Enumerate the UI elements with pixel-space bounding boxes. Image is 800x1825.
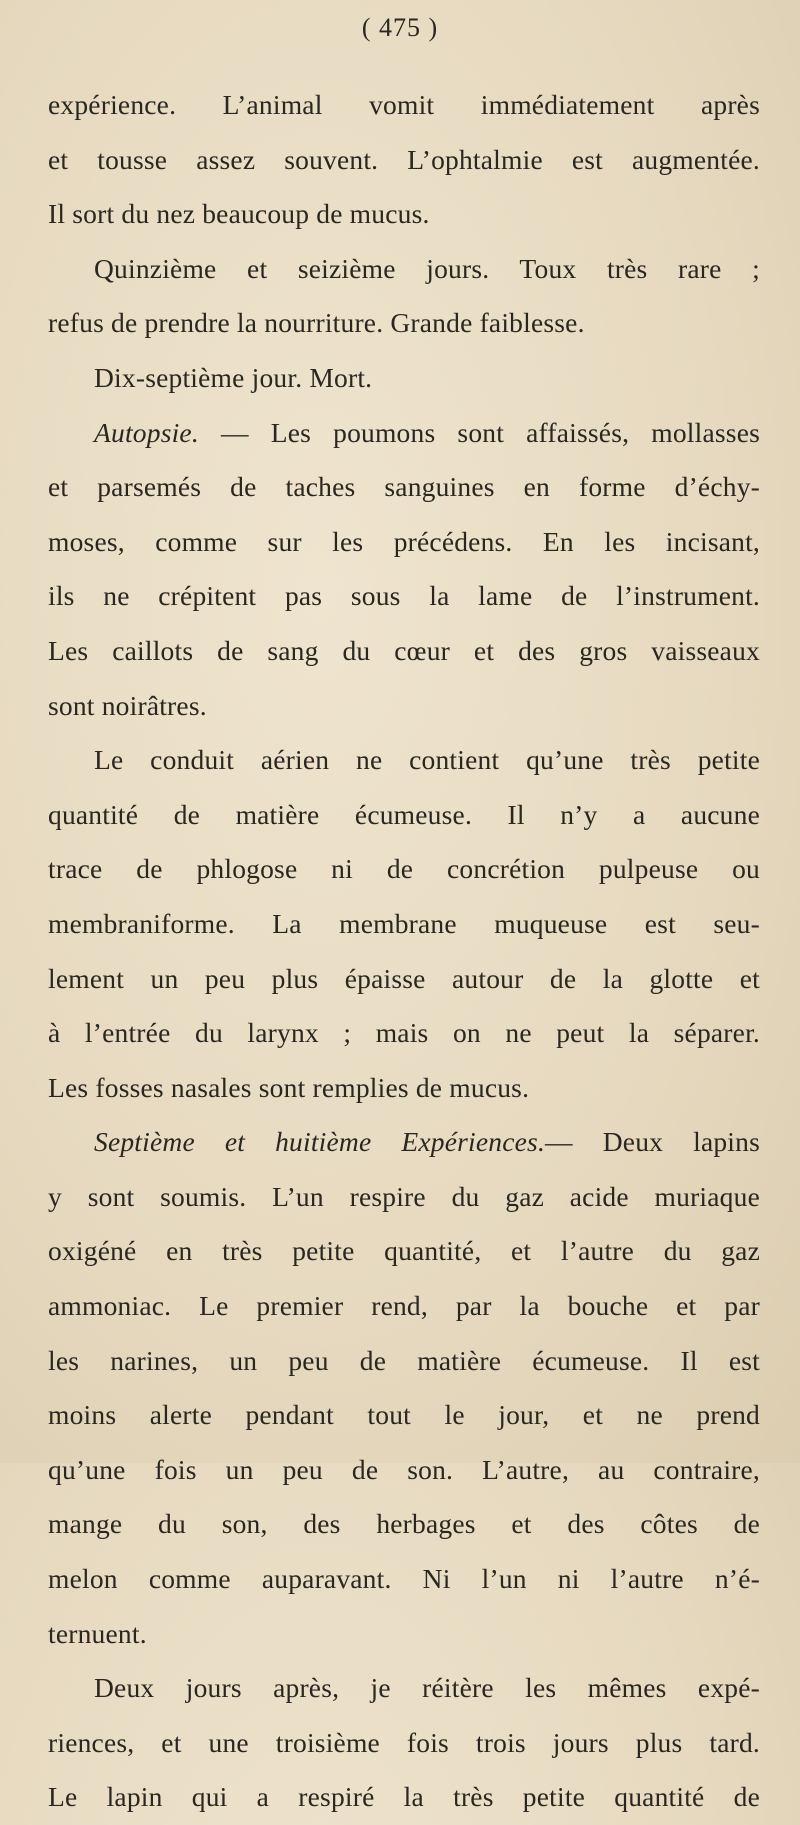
text-line: Quinzième et seizième jours. Toux très rare ; — [94, 252, 760, 284]
text-line: riences, et une troisième fois trois jours plus tard. — [48, 1726, 760, 1758]
text-line: les narines, un peu de matière écumeuse. Il est — [48, 1344, 760, 1376]
text-line: ammoniac. Le premier rend, par la bouche et par — [48, 1290, 760, 1322]
text-line: lement un peu plus épaisse autour de la glotte et — [48, 962, 760, 994]
section-heading-experiences: Septième et huitième Expériences. — [94, 1126, 546, 1158]
text-line: Il sort du nez beaucoup de mucus. — [48, 198, 430, 230]
text-run: — Deux lapins — [545, 1126, 760, 1158]
body-text — [48, 78, 760, 1825]
text-line: moses, comme sur les précédens. En les incisant, — [48, 525, 760, 557]
text-line: membraniforme. La membrane muqueuse est seu- — [48, 907, 760, 939]
text-line: sont noirâtres. — [48, 689, 207, 721]
text-line: trace de phlogose ni de concrétion pulpeuse ou — [48, 853, 760, 885]
text-line: expérience. L’animal vomit immédiatement après — [48, 89, 760, 120]
text-line: moins alerte pendant tout le jour, et ne prend — [48, 1399, 760, 1431]
section-heading-autopsie: Autopsie. — [94, 416, 199, 448]
page-number: ( 475 ) — [361, 13, 439, 42]
text-line: y sont soumis. L’un respire du gaz acide muriaque — [48, 1180, 760, 1212]
text-line: Les caillots de sang du cœur et des gros vaisseaux — [48, 634, 760, 666]
text-line: oxigéné en très petite quantité, et l’autre du gaz — [48, 1235, 760, 1267]
text-line: ternuent. — [48, 1617, 147, 1649]
text-line: mange du son, des herbages et des côtes de — [48, 1508, 760, 1540]
text-run: — Les poumons sont affaissés, mollasses — [198, 416, 760, 448]
text-line: qu’une fois un peu de son. L’autre, au contraire, — [48, 1453, 760, 1485]
text-line — [48, 1115, 760, 1170]
text-line — [48, 406, 760, 461]
text-line: Les fosses nasales sont remplies de mucus. — [48, 1071, 530, 1103]
text-line: ils ne crépitent pas sous la lame de l’instrument. — [48, 580, 760, 612]
text-line: et tousse assez souvent. L’ophtalmie est augmentée. — [48, 143, 760, 175]
text-line: Deux jours après, je réitère les mêmes expé- — [94, 1672, 760, 1704]
text-line: quantité de matière écumeuse. Il n’y a aucune — [48, 798, 760, 830]
text-line: Dix-septième jour. Mort. — [94, 361, 373, 393]
text-line: refus de prendre la nourriture. Grande faiblesse. — [48, 307, 585, 339]
text-line: et parsemés de taches sanguines en forme d’échy- — [48, 471, 760, 503]
text-line: à l’entrée du larynx ; mais on ne peut la séparer. — [48, 1017, 760, 1049]
text-line: Le lapin qui a respiré la très petite quantité de — [48, 1781, 760, 1813]
text-line: Le conduit aérien ne contient qu’une très petite — [94, 744, 760, 776]
text-line: melon comme auparavant. Ni l’un ni l’autre n’é- — [48, 1563, 760, 1595]
